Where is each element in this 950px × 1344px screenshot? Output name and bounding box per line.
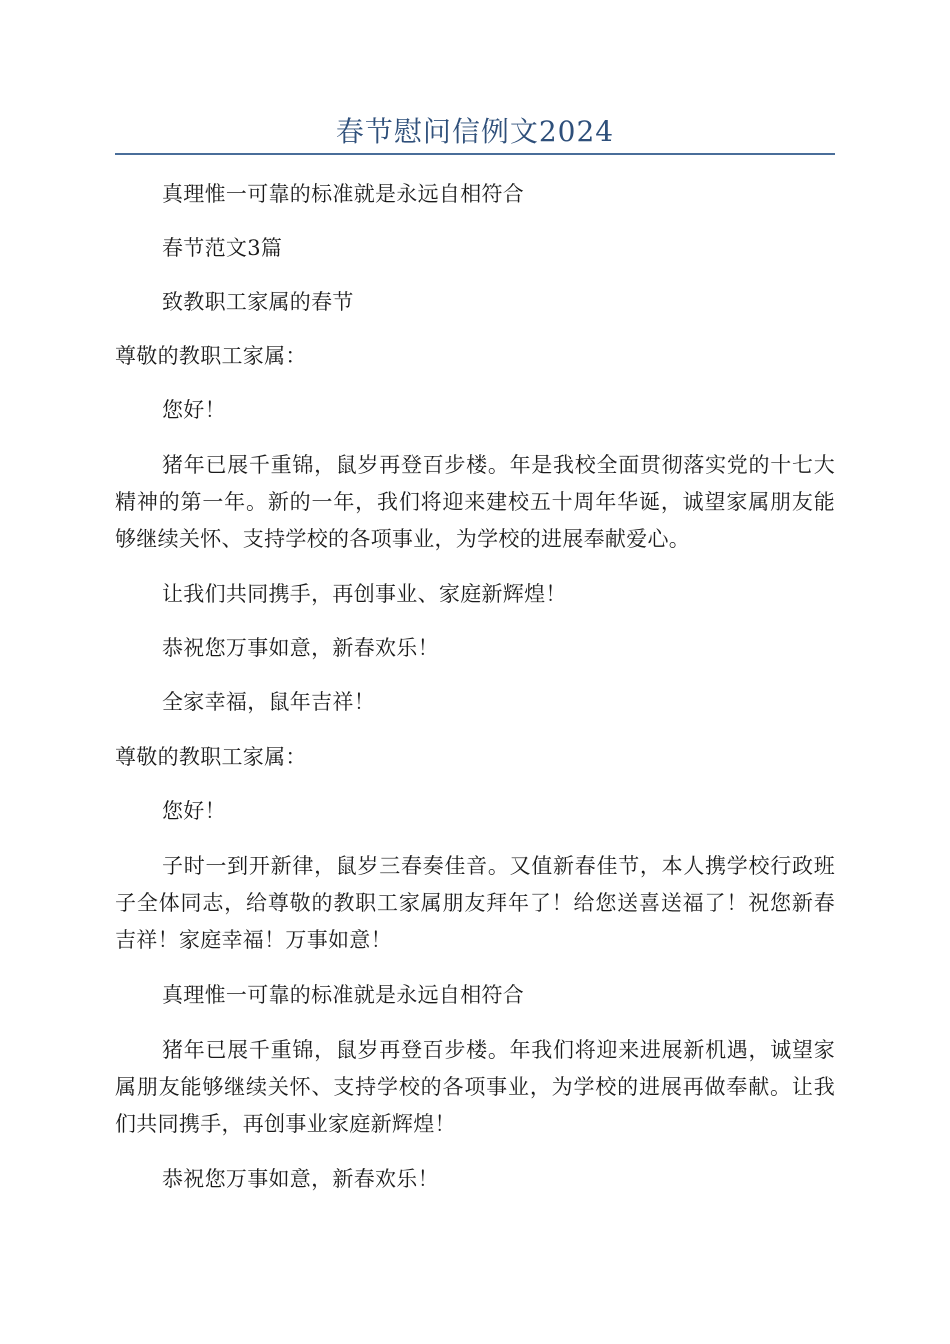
body-paragraph: 让我们共同携手，再创事业、家庭新辉煌！ (162, 582, 567, 606)
section-heading: 春节范文3篇 (162, 236, 283, 260)
greeting: 您好！ (162, 398, 226, 422)
body-paragraph: 子时一到开新律，鼠岁三春奏佳音。又值新春佳节，本人携学校行政班子全体同志，给尊敬的教职工家属朋友拜年了！给您送喜送福了！祝您新春吉祥！家庭幸福！万事如意！ (115, 854, 835, 952)
letter-heading: 致教职工家属的春节 (162, 290, 354, 314)
body-paragraph: 猪年已展千重锦，鼠岁再登百步楼。年是我校全面贯彻落实党的十七大精神的第一年。新的一年，我们将迎来建校五十周年华诞，诚望家属朋友能够继续关怀、支持学校的各项事业，为学校的进展奉献爱心。 (115, 453, 835, 551)
closing-wish: 恭祝您万事如意，新春欢乐！ (162, 636, 439, 660)
salutation: 尊敬的教职工家属： (115, 745, 307, 769)
motto-line: 真理惟一可靠的标准就是永远自相符合 (162, 182, 525, 206)
closing-wish: 全家幸福，鼠年吉祥！ (162, 690, 375, 714)
closing-wish: 恭祝您万事如意，新春欢乐！ (162, 1167, 439, 1191)
document-title: 春节慰问信例文2024 (335, 115, 615, 148)
title-underline (115, 153, 835, 155)
greeting: 您好！ (162, 799, 226, 823)
body-paragraph: 猪年已展千重锦，鼠岁再登百步楼。年我们将迎来进展新机遇，诚望家属朋友能够继续关怀、支持学校的各项事业，为学校的进展再做奉献。让我们共同携手，再创事业家庭新辉煌！ (115, 1038, 835, 1136)
salutation: 尊敬的教职工家属： (115, 344, 307, 368)
motto-line: 真理惟一可靠的标准就是永远自相符合 (162, 983, 525, 1007)
